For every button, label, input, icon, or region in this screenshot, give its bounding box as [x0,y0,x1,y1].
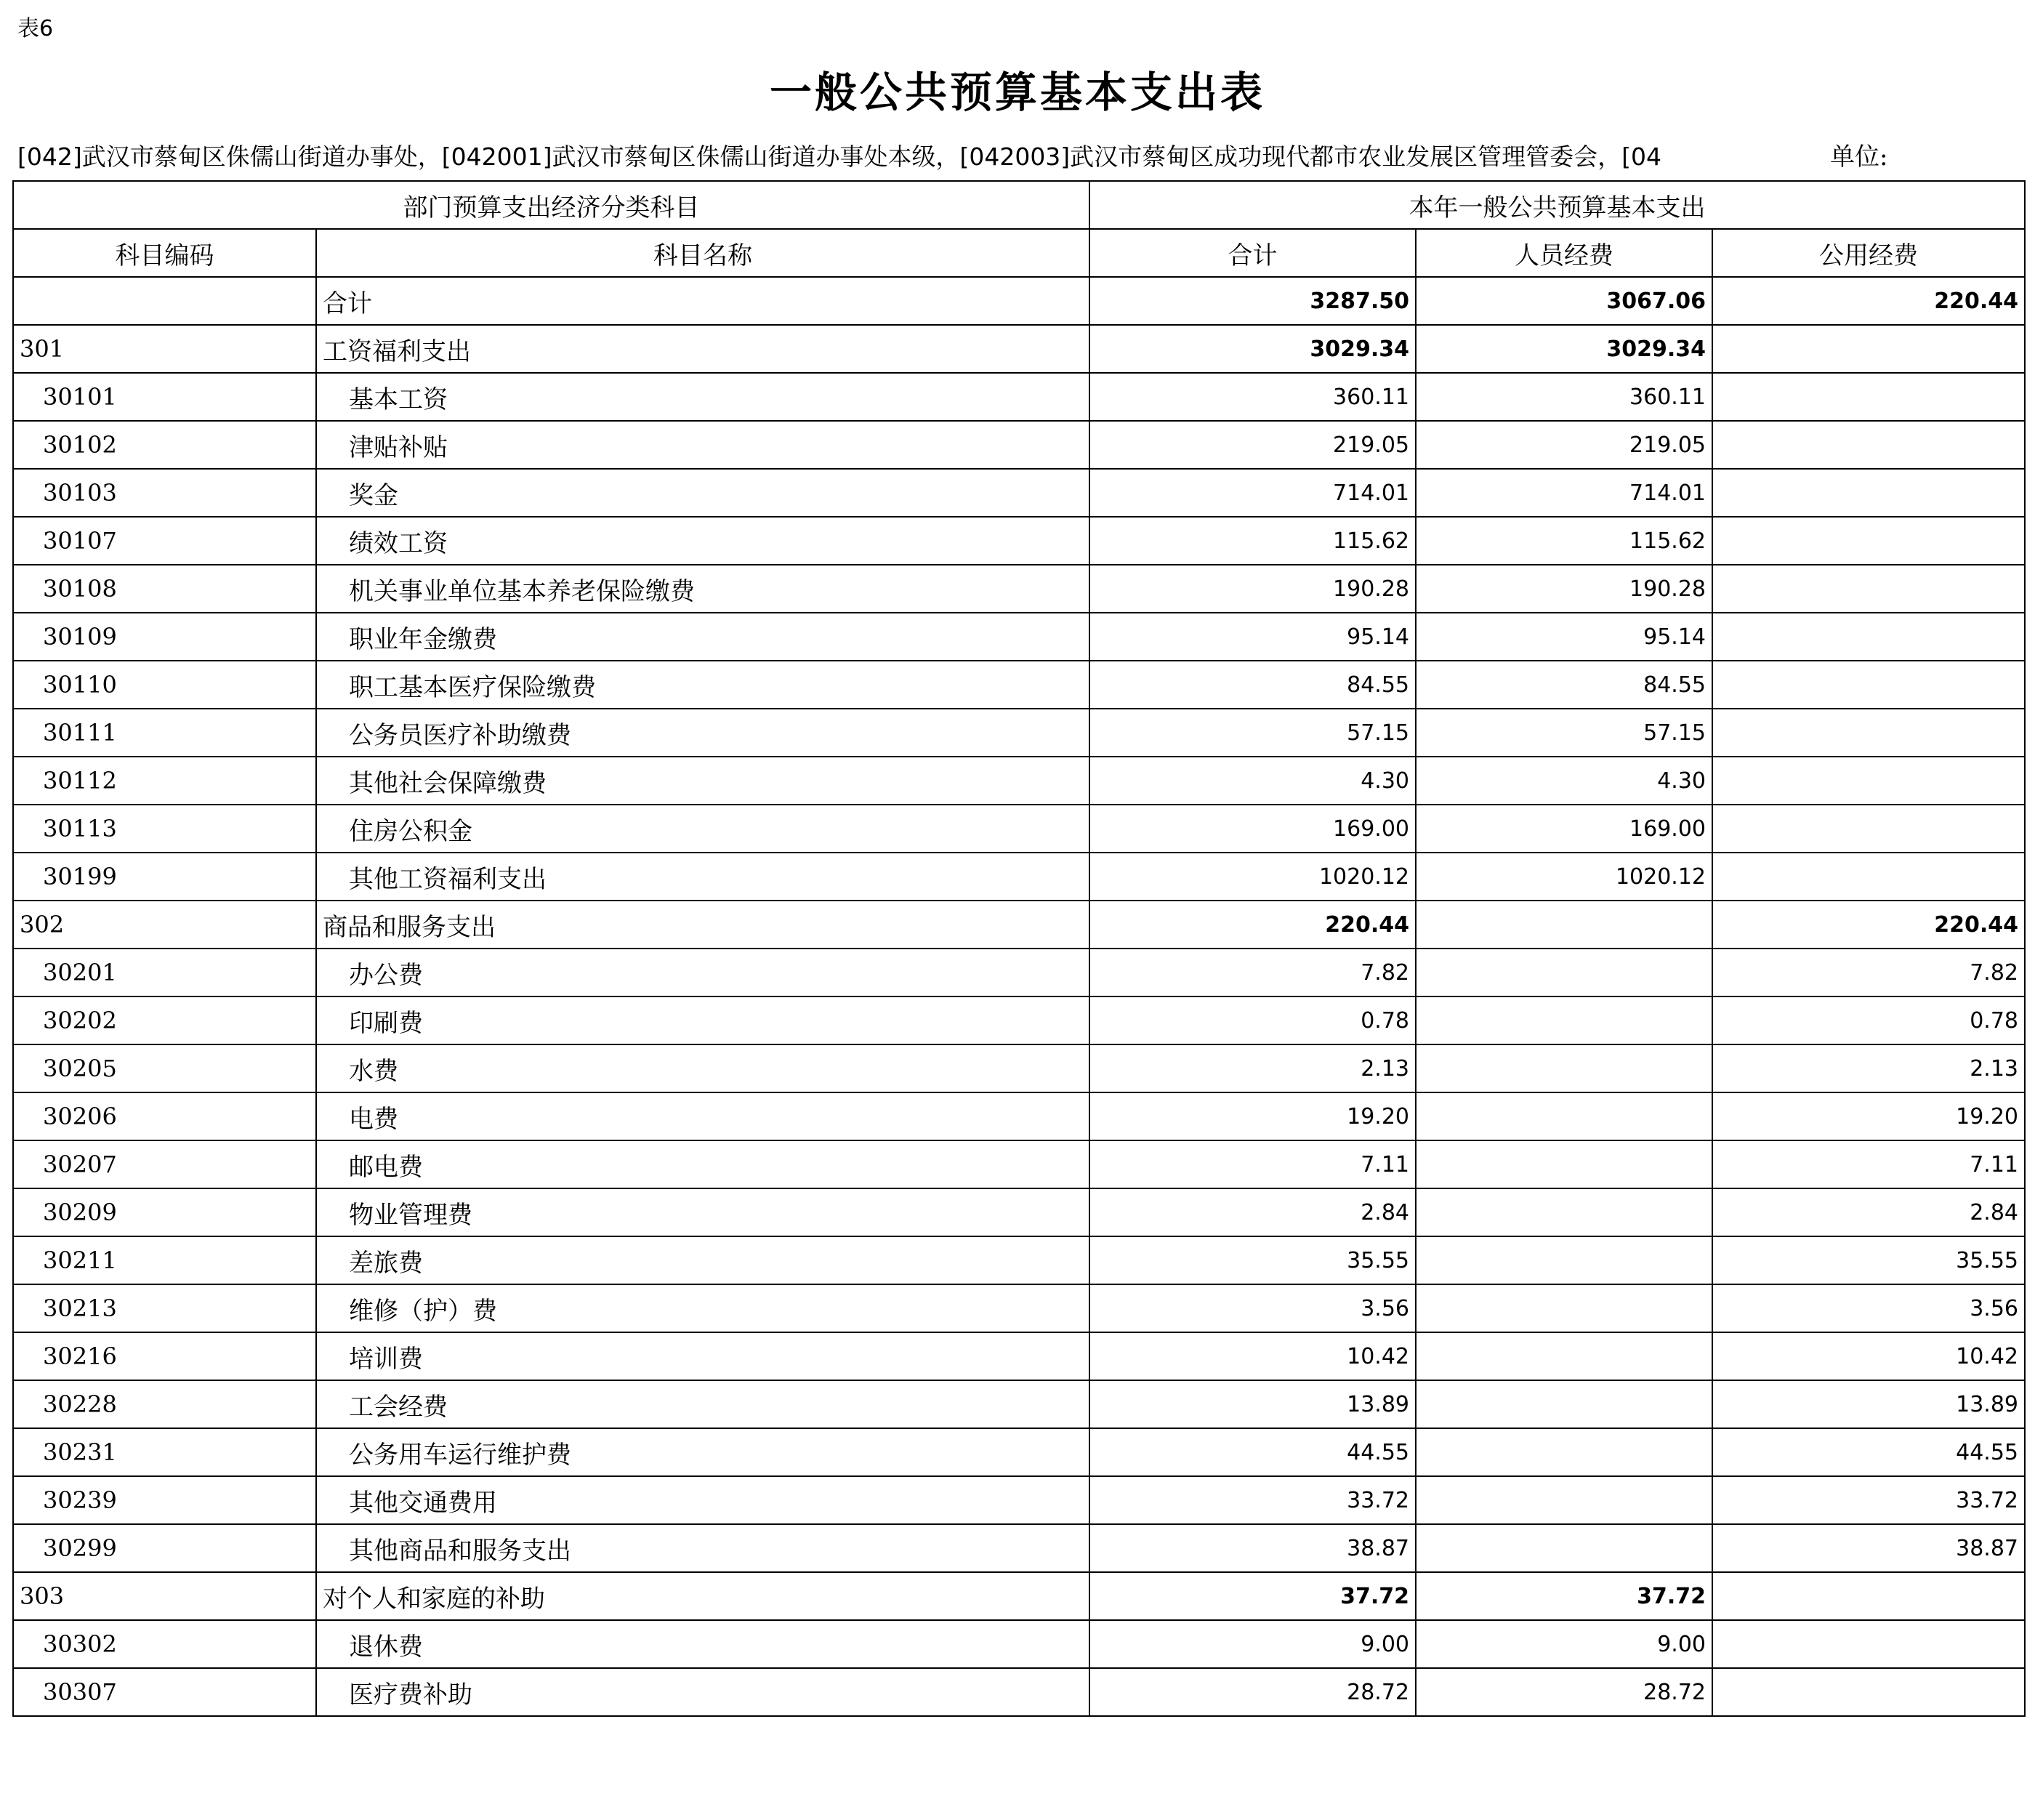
row-personnel: 84.55 [1416,661,1712,709]
header-group-left: 部门预算支出经济分类科目 [13,181,1089,229]
row-public: 44.55 [1712,1428,2025,1476]
row-personnel: 169.00 [1416,805,1712,853]
row-total: 19.20 [1089,1092,1416,1140]
row-code: 30239 [13,1476,316,1524]
row-code: 30299 [13,1524,316,1572]
row-public [1712,757,2025,805]
row-code: 30111 [13,709,316,757]
table-row [13,1092,2025,1140]
row-personnel: 219.05 [1416,421,1712,469]
table-row [13,1044,2025,1092]
row-total: 84.55 [1089,661,1416,709]
header-personnel: 人员经费 [1416,229,1712,277]
row-personnel: 115.62 [1416,517,1712,565]
row-name: 其他工资福利支出 [316,853,1089,901]
table-row [13,469,2025,517]
row-total: 95.14 [1089,613,1416,661]
table-row [13,1332,2025,1380]
row-code: 302 [13,901,316,949]
table-row [13,1476,2025,1524]
row-name: 合计 [316,277,1089,325]
row-total: 10.42 [1089,1332,1416,1380]
row-personnel [1416,1476,1712,1524]
table-row [13,996,2025,1044]
row-personnel: 1020.12 [1416,853,1712,901]
row-code: 303 [13,1572,316,1620]
table-row [13,373,2025,421]
table-row [13,1380,2025,1428]
row-code: 30209 [13,1188,316,1236]
row-public: 19.20 [1712,1092,2025,1140]
row-code: 30211 [13,1236,316,1284]
row-code: 30101 [13,373,316,421]
row-name: 职工基本医疗保险缴费 [316,661,1089,709]
row-code: 30202 [13,996,316,1044]
table-row [13,661,2025,709]
row-code: 30302 [13,1620,316,1668]
row-total: 3287.50 [1089,277,1416,325]
table-row [13,613,2025,661]
row-total: 13.89 [1089,1380,1416,1428]
row-total: 2.13 [1089,1044,1416,1092]
row-public: 7.11 [1712,1140,2025,1188]
row-public: 7.82 [1712,949,2025,996]
row-personnel [1416,1044,1712,1092]
row-total: 169.00 [1089,805,1416,853]
row-name: 公务员医疗补助缴费 [316,709,1089,757]
row-code: 30110 [13,661,316,709]
row-total: 44.55 [1089,1428,1416,1476]
row-code: 30213 [13,1284,316,1332]
table-row [13,277,2025,325]
row-total: 115.62 [1089,517,1416,565]
row-name: 水费 [316,1044,1089,1092]
row-total: 714.01 [1089,469,1416,517]
row-name: 办公费 [316,949,1089,996]
row-public [1712,469,2025,517]
table-row [13,517,2025,565]
row-total: 9.00 [1089,1620,1416,1668]
row-code: 301 [13,325,316,373]
row-code: 30107 [13,517,316,565]
row-personnel: 190.28 [1416,565,1712,613]
row-total: 0.78 [1089,996,1416,1044]
row-total: 3.56 [1089,1284,1416,1332]
row-personnel: 28.72 [1416,1668,1712,1716]
row-total: 3029.34 [1089,325,1416,373]
sheet-label: 表6 [17,16,54,41]
row-code: 30108 [13,565,316,613]
row-public [1712,661,2025,709]
row-total: 37.72 [1089,1572,1416,1620]
row-personnel [1416,1188,1712,1236]
table-row [13,1668,2025,1716]
row-personnel [1416,1092,1712,1140]
row-public: 2.84 [1712,1188,2025,1236]
row-name: 电费 [316,1092,1089,1140]
row-code: 30307 [13,1668,316,1716]
table-body [13,181,2025,1716]
row-total: 57.15 [1089,709,1416,757]
table-row [13,949,2025,996]
table-row [13,901,2025,949]
row-personnel [1416,1428,1712,1476]
page-title: 一般公共预算基本支出表 [769,68,1265,117]
table-row [13,757,2025,805]
row-name: 奖金 [316,469,1089,517]
row-total: 28.72 [1089,1668,1416,1716]
row-public: 13.89 [1712,1380,2025,1428]
row-total: 220.44 [1089,901,1416,949]
row-name: 医疗费补助 [316,1668,1089,1716]
subtitle-row [17,137,2018,177]
row-name: 印刷费 [316,996,1089,1044]
row-public: 3.56 [1712,1284,2025,1332]
row-public: 33.72 [1712,1476,2025,1524]
row-code [13,277,316,325]
row-code: 30103 [13,469,316,517]
row-total: 38.87 [1089,1524,1416,1572]
row-public [1712,421,2025,469]
row-public [1712,853,2025,901]
table-row [13,1188,2025,1236]
row-name: 培训费 [316,1332,1089,1380]
header-total: 合计 [1089,229,1416,277]
row-name: 津贴补贴 [316,421,1089,469]
row-code: 30102 [13,421,316,469]
table-row [13,325,2025,373]
row-personnel: 9.00 [1416,1620,1712,1668]
row-public: 220.44 [1712,277,2025,325]
row-name: 维修（护）费 [316,1284,1089,1332]
row-public [1712,1668,2025,1716]
row-name: 工会经费 [316,1380,1089,1428]
row-code: 30205 [13,1044,316,1092]
row-personnel [1416,996,1712,1044]
row-public [1712,517,2025,565]
row-name: 退休费 [316,1620,1089,1668]
row-name: 商品和服务支出 [316,901,1089,949]
row-personnel: 360.11 [1416,373,1712,421]
row-total: 360.11 [1089,373,1416,421]
row-personnel [1416,1524,1712,1572]
row-code: 30216 [13,1332,316,1380]
table-row [13,1284,2025,1332]
row-code: 30207 [13,1140,316,1188]
row-personnel: 3067.06 [1416,277,1712,325]
row-name: 物业管理费 [316,1188,1089,1236]
table-row [13,1524,2025,1572]
row-code: 30206 [13,1092,316,1140]
row-total: 4.30 [1089,757,1416,805]
row-name: 其他交通费用 [316,1476,1089,1524]
row-public [1712,1620,2025,1668]
row-total: 219.05 [1089,421,1416,469]
row-public: 2.13 [1712,1044,2025,1092]
row-personnel: 57.15 [1416,709,1712,757]
row-personnel [1416,1332,1712,1380]
budget-units: [042]武汉市蔡甸区侏儒山街道办事处，[042001]武汉市蔡甸区侏儒山街道办事处本级，[042003]武汉市蔡甸区成功现代都市农业发展区管理管委会，[04 [17,142,1662,171]
row-total: 7.82 [1089,949,1416,996]
row-personnel [1416,1140,1712,1188]
row-code: 30231 [13,1428,316,1476]
row-personnel [1416,1236,1712,1284]
table-row [13,1572,2025,1620]
table-row [13,1236,2025,1284]
table-row [13,1428,2025,1476]
row-code: 30109 [13,613,316,661]
row-public [1712,709,2025,757]
row-code: 30228 [13,1380,316,1428]
header-group-row [13,181,2025,229]
row-name: 差旅费 [316,1236,1089,1284]
row-code: 30201 [13,949,316,996]
row-name: 基本工资 [316,373,1089,421]
row-public [1712,565,2025,613]
row-name: 职业年金缴费 [316,613,1089,661]
row-public: 10.42 [1712,1332,2025,1380]
table-row [13,421,2025,469]
row-total: 190.28 [1089,565,1416,613]
row-total: 35.55 [1089,1236,1416,1284]
row-name: 机关事业单位基本养老保险缴费 [316,565,1089,613]
row-personnel [1416,1380,1712,1428]
header-code: 科目编码 [13,229,316,277]
row-name: 工资福利支出 [316,325,1089,373]
row-personnel: 95.14 [1416,613,1712,661]
row-personnel: 3029.34 [1416,325,1712,373]
budget-table [12,180,2026,1717]
row-name: 绩效工资 [316,517,1089,565]
row-code: 30113 [13,805,316,853]
unit-label: 单位: [1830,142,1888,172]
header-public: 公用经费 [1712,229,2025,277]
header-column-row [13,229,2025,277]
row-total: 2.84 [1089,1188,1416,1236]
row-public [1712,373,2025,421]
row-public: 38.87 [1712,1524,2025,1572]
row-name: 住房公积金 [316,805,1089,853]
row-personnel: 37.72 [1416,1572,1712,1620]
row-public [1712,805,2025,853]
row-personnel: 4.30 [1416,757,1712,805]
row-public: 220.44 [1712,901,2025,949]
row-public [1712,325,2025,373]
table-row [13,1140,2025,1188]
row-personnel [1416,901,1712,949]
row-personnel [1416,949,1712,996]
row-name: 公务用车运行维护费 [316,1428,1089,1476]
header-name: 科目名称 [316,229,1089,277]
row-public: 35.55 [1712,1236,2025,1284]
table-row [13,805,2025,853]
row-total: 33.72 [1089,1476,1416,1524]
row-code: 30112 [13,757,316,805]
row-name: 邮电费 [316,1140,1089,1188]
row-public: 0.78 [1712,996,2025,1044]
row-personnel [1416,1284,1712,1332]
table-row [13,853,2025,901]
table-row [13,709,2025,757]
row-public [1712,1572,2025,1620]
row-personnel: 714.01 [1416,469,1712,517]
row-code: 30199 [13,853,316,901]
row-total: 7.11 [1089,1140,1416,1188]
row-total: 1020.12 [1089,853,1416,901]
row-name: 其他商品和服务支出 [316,1524,1089,1572]
table-row [13,565,2025,613]
header-group-right: 本年一般公共预算基本支出 [1089,181,2025,229]
table-row [13,1620,2025,1668]
row-name: 对个人和家庭的补助 [316,1572,1089,1620]
row-name: 其他社会保障缴费 [316,757,1089,805]
row-public [1712,613,2025,661]
